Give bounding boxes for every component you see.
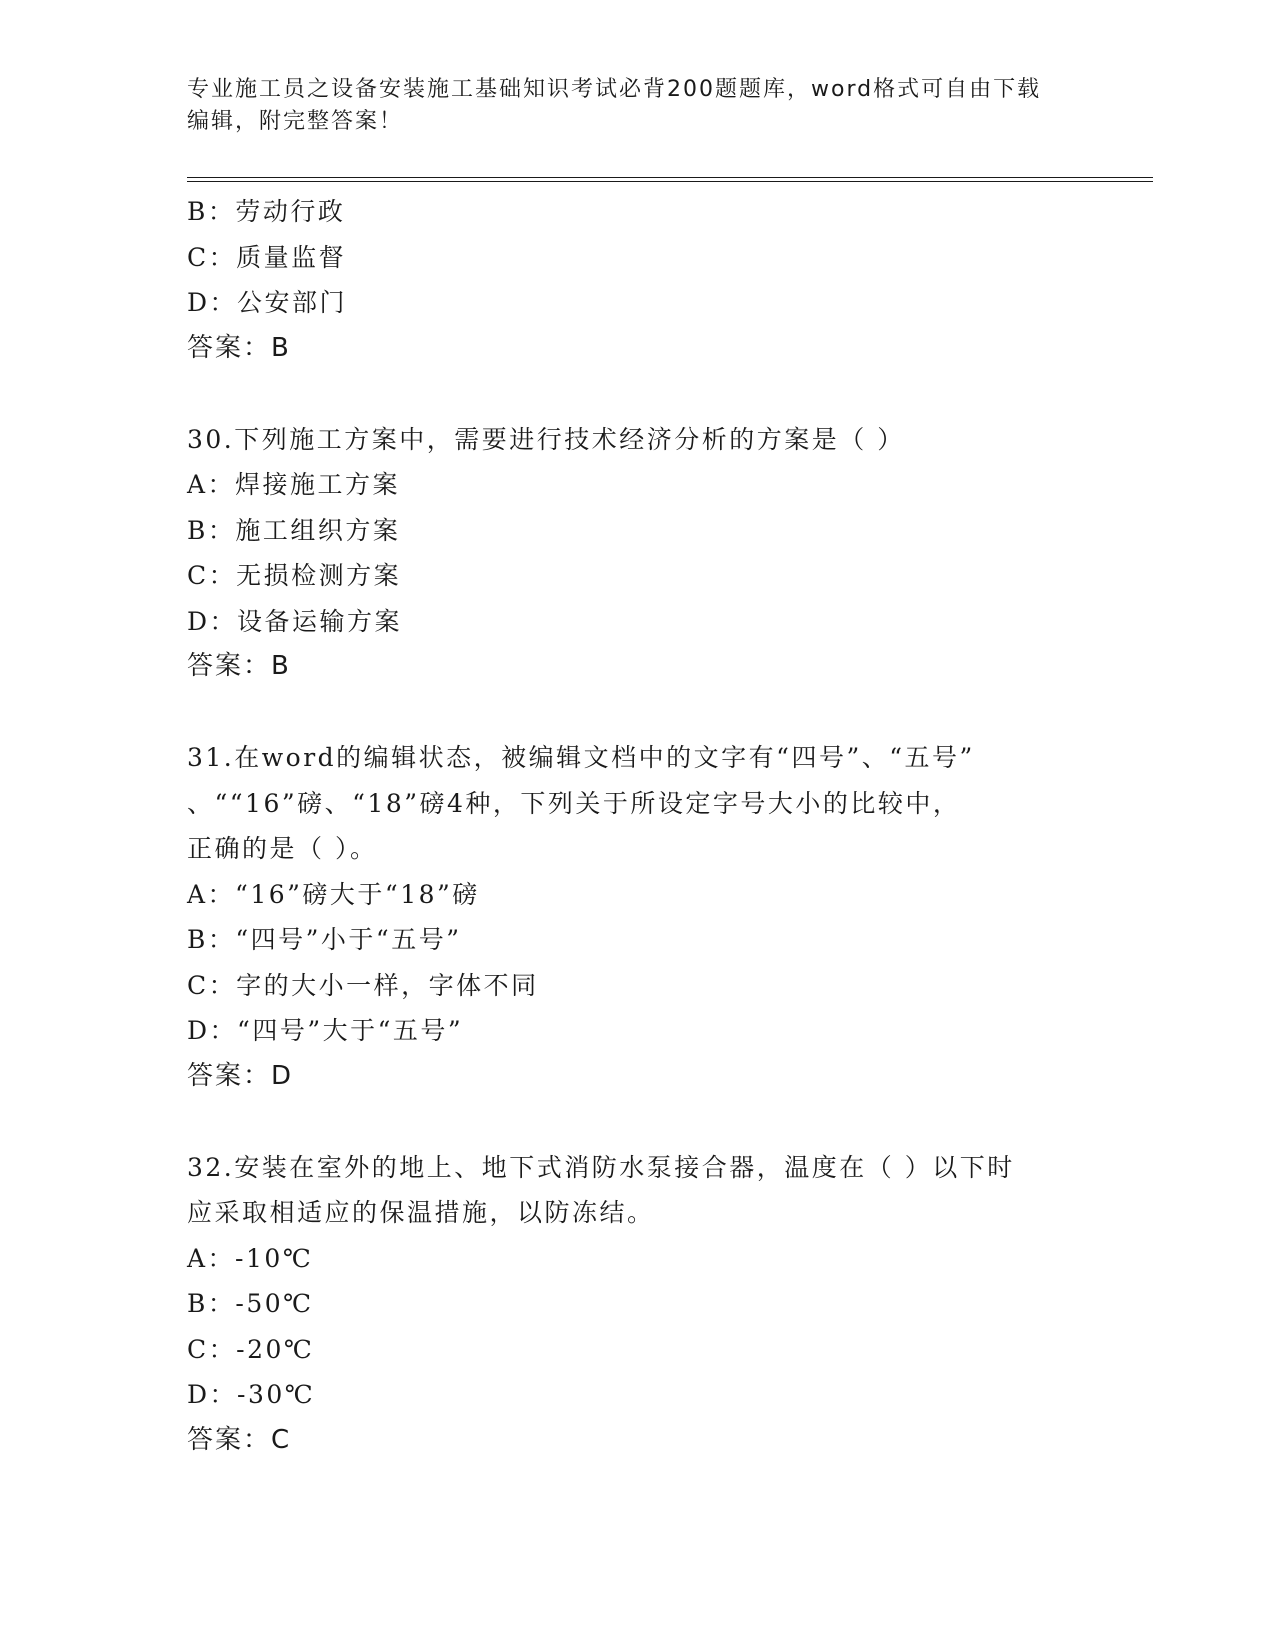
spacer bbox=[187, 371, 1107, 417]
option-b: B：“四号”小于“五号” bbox=[187, 925, 462, 954]
question-stem: 正确的是（ ）。 bbox=[187, 834, 378, 863]
option-d: D：公安部门 bbox=[187, 288, 348, 317]
spacer bbox=[187, 690, 1107, 736]
answer-line: 答案：D bbox=[187, 1060, 294, 1091]
option-a: A：焊接施工方案 bbox=[187, 470, 401, 499]
option-b: B：施工组织方案 bbox=[187, 515, 401, 545]
option-c: C：质量监督 bbox=[187, 242, 347, 272]
spacer bbox=[187, 1099, 1107, 1145]
question-stem: 31.在word的编辑状态，被编辑文档中的文字有“四号”、“五号” bbox=[187, 743, 975, 772]
page-header bbox=[187, 74, 1087, 138]
document-body bbox=[187, 189, 1107, 1463]
option-d: D：-30℃ bbox=[187, 1380, 316, 1409]
question-stem: 32.安装在室外的地上、地下式消防水泵接合器，温度在（ ）以下时 bbox=[187, 1152, 1015, 1182]
question-32 bbox=[187, 1145, 1107, 1464]
option-b: B：-50℃ bbox=[187, 1289, 314, 1318]
answer-line: 答案：B bbox=[187, 332, 291, 363]
question-stem: 30.下列施工方案中，需要进行技术经济分析的方案是（ ） bbox=[187, 424, 905, 454]
prev-question bbox=[187, 189, 1107, 371]
question-31 bbox=[187, 735, 1107, 1099]
option-c: C：字的大小一样，字体不同 bbox=[187, 970, 539, 1000]
option-a: A：-10℃ bbox=[187, 1243, 314, 1273]
option-d: D：设备运输方案 bbox=[187, 606, 403, 636]
question-stem: 应采取相适应的保温措施，以防冻结。 bbox=[187, 1198, 655, 1227]
answer-line: 答案：B bbox=[187, 651, 291, 681]
option-c: C：-20℃ bbox=[187, 1334, 315, 1364]
header-line-2: 编辑，附完整答案！ bbox=[187, 109, 404, 134]
option-d: D：“四号”大于“五号” bbox=[187, 1016, 464, 1045]
question-stem: 、““16”磅、“18”磅4种，下列关于所设定字号大小的比较中， bbox=[187, 788, 961, 818]
header-double-rule bbox=[187, 177, 1153, 182]
option-a: A：“16”磅大于“18”磅 bbox=[187, 879, 480, 909]
option-c: C：无损检测方案 bbox=[187, 561, 402, 590]
header-line-1: 专业施工员之设备安装施工基础知识考试必背200题题库，word格式可自由下载 bbox=[187, 77, 1042, 102]
option-b: B：劳动行政 bbox=[187, 197, 346, 226]
question-30 bbox=[187, 417, 1107, 690]
answer-line: 答案：C bbox=[187, 1424, 292, 1455]
